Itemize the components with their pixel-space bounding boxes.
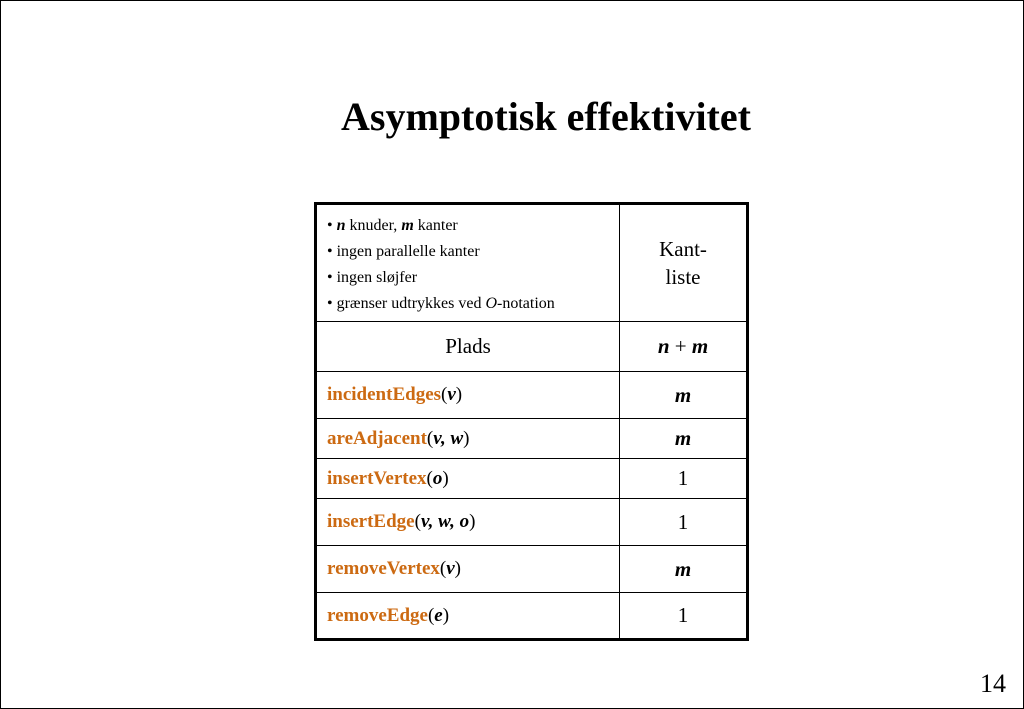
table-header-row <box>316 204 748 322</box>
table-row <box>316 546 748 593</box>
table-row <box>316 499 748 546</box>
row-value: 1 <box>620 459 748 499</box>
column-header-line-2: liste <box>665 265 701 289</box>
row-label: Plads <box>316 322 620 372</box>
row-value: n + m <box>620 322 748 372</box>
assumption-bullet-4: • grænser udtrykkes ved O-notation <box>327 295 555 312</box>
assumptions-cell <box>316 204 620 322</box>
table-row <box>316 593 748 640</box>
slide-number: 14 <box>980 669 1006 698</box>
slide-title: Asymptotisk effektivitet <box>341 94 751 139</box>
row-value: m <box>620 372 748 419</box>
operation-cell: insertVertex(o) <box>316 459 620 499</box>
operation-cell: insertEdge(v, w, o) <box>316 499 620 546</box>
complexity-table <box>314 202 749 641</box>
assumption-bullet-3: • ingen sløjfer <box>327 269 418 286</box>
operation-cell: areAdjacent(v, w) <box>316 419 620 459</box>
row-value: m <box>620 546 748 593</box>
row-value: 1 <box>620 593 748 640</box>
table-row <box>316 419 748 459</box>
column-header-edge-list <box>620 204 748 322</box>
operation-cell: incidentEdges(v) <box>316 372 620 419</box>
operation-cell: removeVertex(v) <box>316 546 620 593</box>
operation-cell: removeEdge(e) <box>316 593 620 640</box>
column-header-line-1: Kant- <box>659 237 707 261</box>
row-value: m <box>620 419 748 459</box>
table-row <box>316 322 748 372</box>
assumption-bullet-1: • n knuder, m kanter <box>327 217 458 234</box>
assumption-bullet-2: • ingen parallelle kanter <box>327 243 480 260</box>
table-row <box>316 372 748 419</box>
table-row <box>316 459 748 499</box>
row-value: 1 <box>620 499 748 546</box>
